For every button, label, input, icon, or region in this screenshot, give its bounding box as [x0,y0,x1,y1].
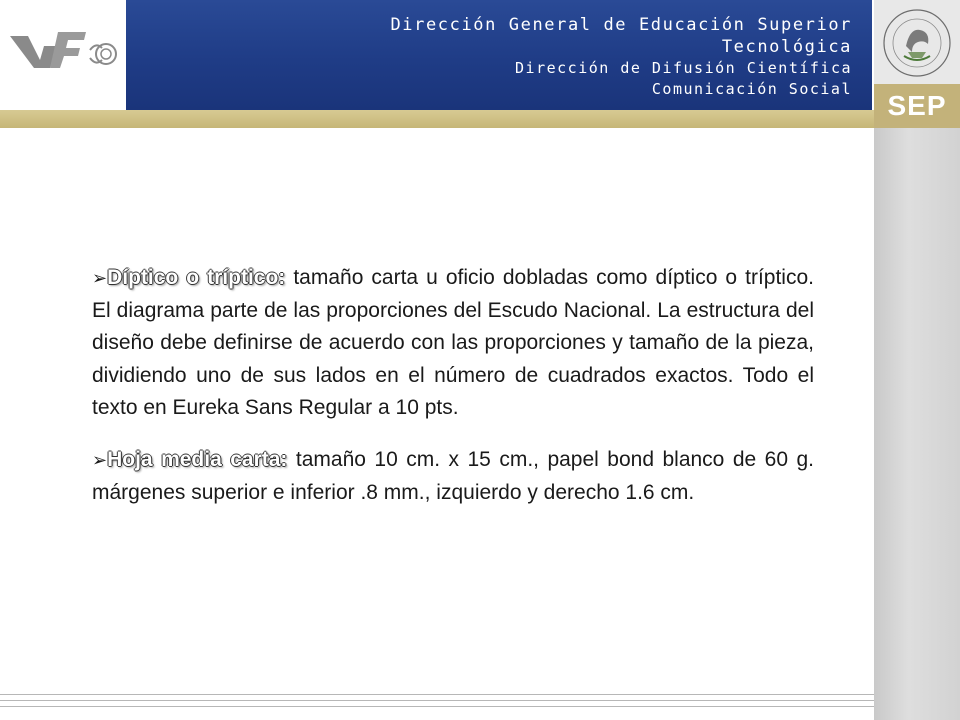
paragraph-hoja [92,444,814,509]
sep-logo: SEP [874,84,960,128]
arrow-bullet-icon: ➢ [92,449,108,470]
text-diptico: tamaño carta u oficio dobladas como díptico o tríptico. El diagrama parte de las proporciones del Escudo Nacional. La estructura del diseño debe definirse de acuerdo con las proporciones y tamaño de la pieza, dividiendo uno de sus lados en el número de cuadrados exactos. Todo el texto en Eureka Sans Regular a 10 pts. [92,266,814,420]
arrow-bullet-icon: ➢ [92,268,108,288]
bottom-decorative-lines [0,694,874,714]
header-line-1: Dirección General de Educación Superior [390,15,852,35]
text-hoja: tamaño 10 cm. x 15 cm., papel bond blanco de 60 g. márgenes superior e inferior .8 mm., izquierdo y derecho 1.6 cm. [92,447,814,504]
escudo-nacional-icon [878,6,956,80]
paragraph-diptico [92,262,814,425]
right-panel [874,0,960,720]
tecnologico-logo-icon [6,22,118,74]
term-hoja: Hoja media carta: [107,447,288,471]
seal-area [874,0,960,84]
header-text [390,14,852,100]
main-content [92,262,814,528]
term-diptico: Díptico o tríptico: [107,266,286,289]
header-line-2: Tecnológica [721,37,852,57]
header-band [124,0,874,110]
gold-divider-bar [0,110,874,128]
header-line-4: Comunicación Social [651,80,852,98]
header-line-3: Dirección de Difusión Científica [515,59,852,77]
logo-area [0,0,124,110]
